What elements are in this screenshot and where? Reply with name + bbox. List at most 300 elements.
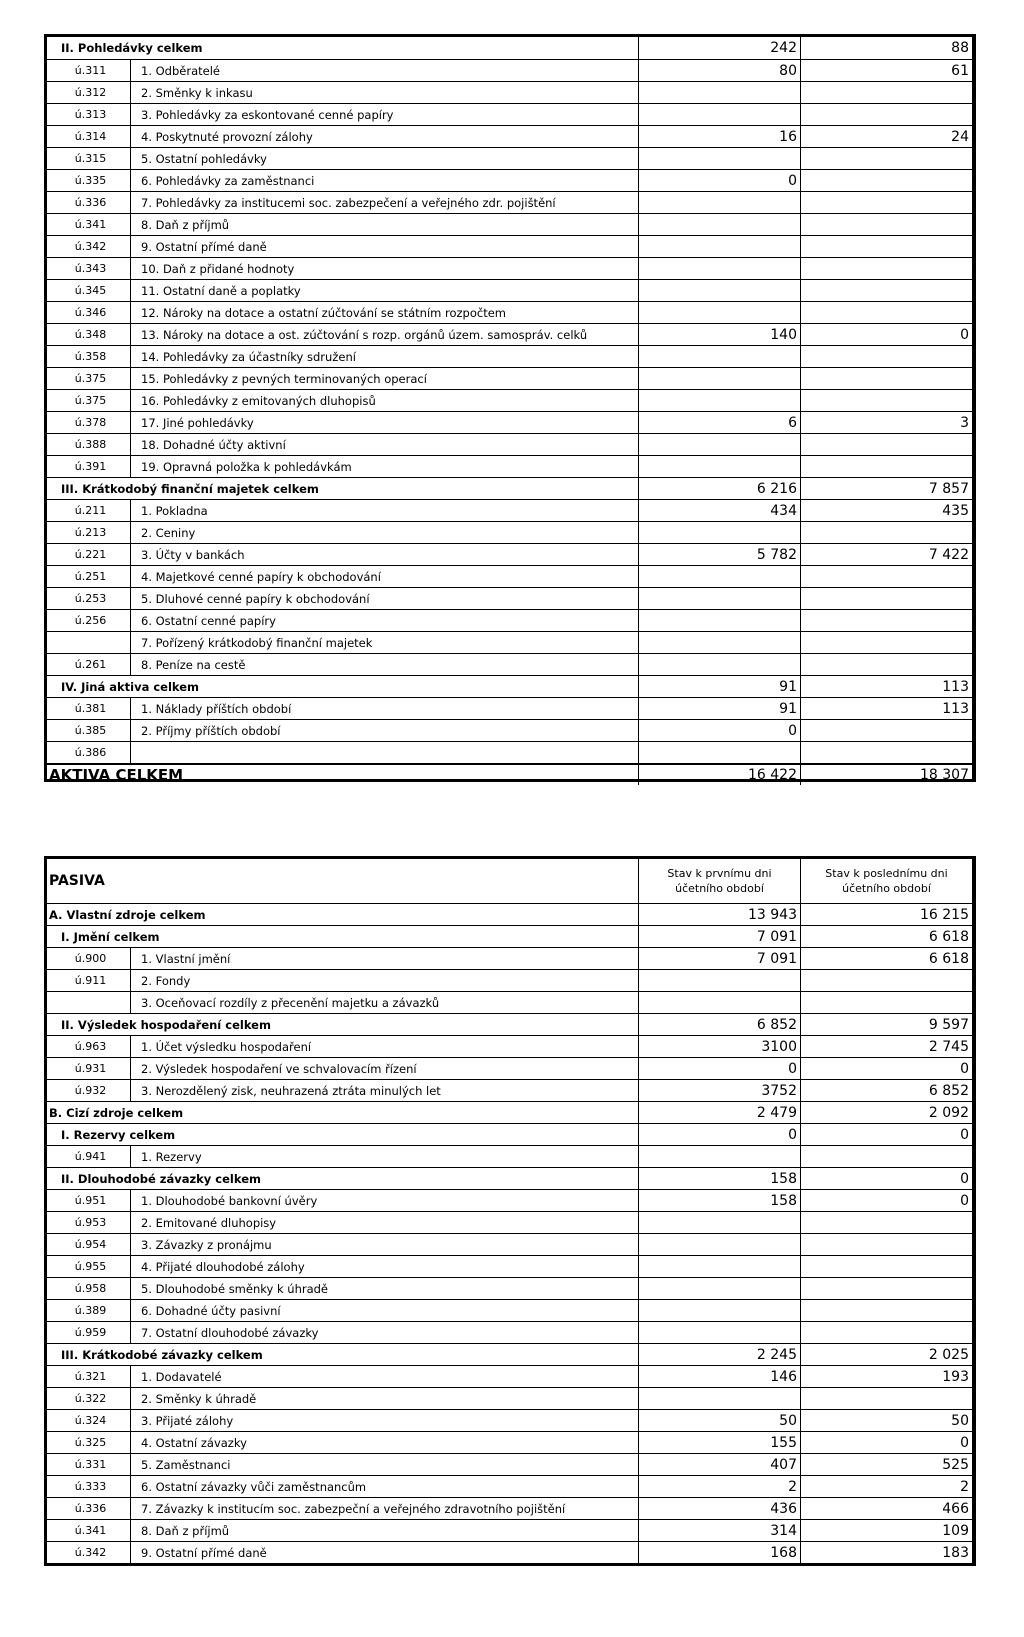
value-end [801,82,972,103]
value-start: 16 [639,126,801,147]
value-end: 0 [960,1170,969,1187]
value-end: 2 025 [928,1346,969,1363]
value-start: 434 [639,500,801,521]
table-row [47,521,972,543]
value-end [801,992,972,1013]
row-label: 9. Ostatní přímé daně [131,1542,639,1563]
value-end [801,610,972,631]
section-row [47,477,972,499]
value-end [801,1234,972,1255]
value-end [801,720,972,741]
value-end [801,588,972,609]
value-end [801,1278,972,1299]
value-end [801,148,972,169]
value-end [801,632,972,653]
row-label: 5. Ostatní pohledávky [131,148,639,169]
table-row [47,59,972,81]
value-end [801,1212,972,1233]
section-label: III. Krátkodobý finanční majetek celkem [47,478,639,499]
account-code: ú.951 [47,1190,131,1211]
row-label: 2. Výsledek hospodaření ve schvalovacím řízení [131,1058,639,1079]
value-end: 113 [942,700,969,717]
value-start: 436 [639,1498,801,1519]
value-start: 6 216 [639,478,801,499]
value-end: 7 422 [928,546,969,563]
row-label: 16. Pohledávky z emitovaných dluhopisů [131,390,639,411]
table-row [47,389,972,411]
row-label: 1. Pokladna [131,500,639,521]
table-row [47,631,972,653]
value-start: 3752 [639,1080,801,1101]
table-row [47,719,972,741]
value-start: 16 422 [639,765,801,785]
account-code: ú.385 [47,720,131,741]
value-end: 16 215 [920,906,969,923]
table-row [47,1497,972,1519]
value-start [639,566,801,587]
table-row [47,1057,972,1079]
value-start [639,192,801,213]
table-row [47,323,972,345]
table-row [47,1475,972,1497]
row-label: 3. Závazky z pronájmu [131,1234,639,1255]
table-row [47,1145,972,1167]
table-row [47,367,972,389]
row-label: 8. Peníze na cestě [131,654,639,675]
value-start [639,236,801,257]
section-label: B. Cizí zdroje celkem [47,1102,639,1123]
table-row [47,1453,972,1475]
value-start [639,970,801,991]
table-row [47,1255,972,1277]
account-code: ú.325 [47,1432,131,1453]
value-end: 2 745 [928,1038,969,1055]
row-label: 15. Pohledávky z pevných terminovaných operací [131,368,639,389]
value-end: 50 [951,1412,969,1429]
table-row [47,697,972,719]
account-code: ú.256 [47,610,131,631]
account-code: ú.342 [47,1542,131,1563]
table-row [47,103,972,125]
account-code: ú.931 [47,1058,131,1079]
value-end [801,1300,972,1321]
table-row [47,1189,972,1211]
row-label: 4. Majetkové cenné papíry k obchodování [131,566,639,587]
value-start [639,632,801,653]
value-start [639,280,801,301]
table-row [47,947,972,969]
value-start: 0 [639,1124,801,1145]
row-label [131,742,639,763]
value-end [801,970,972,991]
account-code: ú.335 [47,170,131,191]
account-code: ú.389 [47,1300,131,1321]
account-code [47,632,131,653]
value-start [639,1234,801,1255]
table-row [47,455,972,477]
value-end: 2 092 [928,1104,969,1121]
table-row [47,1541,972,1563]
section-label: I. Rezervy celkem [47,1124,639,1145]
value-start: 2 245 [639,1344,801,1365]
account-code: ú.322 [47,1388,131,1409]
value-end: 6 618 [928,928,969,945]
value-start: 5 782 [639,544,801,565]
value-start [639,390,801,411]
row-label: 14. Pohledávky za účastníky sdružení [131,346,639,367]
account-code: ú.386 [47,742,131,763]
account-code: ú.336 [47,1498,131,1519]
table-row [47,1299,972,1321]
table-row [47,1431,972,1453]
column-header-end: Stav k poslednímu dni účetního období [825,867,948,895]
table-row [47,279,972,301]
account-code: ú.959 [47,1322,131,1343]
table-row [47,1519,972,1541]
value-start: 242 [639,37,801,59]
account-code: ú.954 [47,1234,131,1255]
account-code: ú.342 [47,236,131,257]
table-row [47,125,972,147]
value-end: 6 852 [928,1082,969,1099]
row-label: 1. Náklady příštích období [131,698,639,719]
row-label: 7. Závazky k institucím soc. zabezpeční a veřejného zdravotního pojištění [131,1498,639,1519]
account-code: ú.345 [47,280,131,301]
value-start: 2 479 [639,1102,801,1123]
table-row [47,81,972,103]
value-end [801,236,972,257]
value-start [639,588,801,609]
value-start: 140 [639,324,801,345]
value-start: 2 [639,1476,801,1497]
section-label: A. Vlastní zdroje celkem [47,904,639,925]
row-label: 13. Nároky na dotace a ost. zúčtování s rozp. orgánů územ. samospráv. celků [131,324,639,345]
value-start [639,1388,801,1409]
row-label: 2. Příjmy příštích období [131,720,639,741]
account-code: ú.963 [47,1036,131,1057]
value-end [801,346,972,367]
value-start [639,148,801,169]
value-end [801,368,972,389]
value-end [801,258,972,279]
value-start [639,1300,801,1321]
value-start: 407 [639,1454,801,1475]
value-end [801,456,972,477]
value-end: 525 [942,1456,969,1473]
section-label: III. Krátkodobé závazky celkem [47,1344,639,1365]
table-row [47,345,972,367]
table-row [47,1387,972,1409]
table-row [47,147,972,169]
value-start: 13 943 [639,904,801,925]
table-row [47,257,972,279]
value-start [639,1256,801,1277]
value-start [639,104,801,125]
row-label: 11. Ostatní daně a poplatky [131,280,639,301]
row-label: 18. Dohadné účty aktivní [131,434,639,455]
value-start: 50 [639,1410,801,1431]
account-code: ú.221 [47,544,131,565]
value-start: 6 852 [639,1014,801,1035]
row-label: 9. Ostatní přímé daně [131,236,639,257]
row-label: 3. Účty v bankách [131,544,639,565]
value-start: 0 [639,170,801,191]
value-end: 0 [960,1126,969,1143]
value-end: 18 307 [920,767,969,783]
value-end [801,280,972,301]
value-end: 466 [942,1500,969,1517]
table-row [47,1035,972,1057]
account-code: ú.336 [47,192,131,213]
table-row [47,191,972,213]
account-code: ú.375 [47,368,131,389]
row-label: 5. Dlouhodobé směnky k úhradě [131,1278,639,1299]
value-end: 6 618 [928,950,969,967]
value-start [639,456,801,477]
value-end: 113 [942,678,969,695]
account-code: ú.315 [47,148,131,169]
value-start [639,368,801,389]
value-start: 0 [639,1058,801,1079]
row-label: 10. Daň z přidané hodnoty [131,258,639,279]
account-code: ú.211 [47,500,131,521]
value-end: 109 [942,1522,969,1539]
value-start [639,346,801,367]
table-row [47,1079,972,1101]
account-code: ú.346 [47,302,131,323]
row-label: 2. Fondy [131,970,639,991]
row-label: 5. Dluhové cenné papíry k obchodování [131,588,639,609]
section-label: II. Výsledek hospodaření celkem [47,1014,639,1035]
account-code: ú.932 [47,1080,131,1101]
account-code: ú.348 [47,324,131,345]
value-end [801,742,972,763]
table-row [47,653,972,675]
section-row [47,925,972,947]
value-end: 0 [960,1434,969,1451]
table-row [47,969,972,991]
value-start [639,434,801,455]
value-end [801,1388,972,1409]
row-label: 3. Pohledávky za eskontované cenné papíry [131,104,639,125]
value-start [639,1212,801,1233]
value-start: 158 [639,1168,801,1189]
account-code: ú.388 [47,434,131,455]
row-label: 12. Nároky na dotace a ostatní zúčtování se státním rozpočtem [131,302,639,323]
account-code: ú.378 [47,412,131,433]
table-row [47,213,972,235]
row-label: 1. Dlouhodobé bankovní úvěry [131,1190,639,1211]
row-label: 3. Nerozdělený zisk, neuhrazená ztráta minulých let [131,1080,639,1101]
account-code: ú.381 [47,698,131,719]
row-label: 6. Dohadné účty pasivní [131,1300,639,1321]
row-label: 6. Pohledávky za zaměstnanci [131,170,639,191]
value-start: 0 [639,720,801,741]
value-end [801,654,972,675]
value-end: 24 [951,128,969,145]
account-code: ú.341 [47,1520,131,1541]
value-end: 9 597 [928,1016,969,1033]
pasiva-title: PASIVA [47,859,639,903]
value-end [801,434,972,455]
aktiva-table [44,34,976,782]
row-label: 2. Ceniny [131,522,639,543]
row-label: 7. Pořízený krátkodobý finanční majetek [131,632,639,653]
value-start: 7 091 [639,948,801,969]
section-row [47,1167,972,1189]
value-end [801,1256,972,1277]
account-code: ú.312 [47,82,131,103]
row-label: 5. Zaměstnanci [131,1454,639,1475]
total-row [47,763,972,785]
value-end: 0 [960,1060,969,1077]
row-label: 1. Dodavatelé [131,1366,639,1387]
value-end [801,104,972,125]
account-code [47,992,131,1013]
pasiva-table [44,856,976,1566]
row-label: 17. Jiné pohledávky [131,412,639,433]
row-label: 6. Ostatní závazky vůči zaměstnancům [131,1476,639,1497]
row-label: 1. Rezervy [131,1146,639,1167]
table-row [47,1321,972,1343]
table-row [47,741,972,763]
value-end [801,566,972,587]
row-label: 7. Ostatní dlouhodobé závazky [131,1322,639,1343]
section-row [47,1101,972,1123]
table-row [47,565,972,587]
account-code: ú.955 [47,1256,131,1277]
row-label: 3. Přijaté zálohy [131,1410,639,1431]
value-end [801,170,972,191]
account-code: ú.958 [47,1278,131,1299]
row-label: 3. Oceňovací rozdíly z přecenění majetku a závazků [131,992,639,1013]
row-label: 7. Pohledávky za institucemi soc. zabezpečení a veřejného zdr. pojištění [131,192,639,213]
account-code: ú.321 [47,1366,131,1387]
value-start [639,214,801,235]
row-label: 2. Směnky k inkasu [131,82,639,103]
row-label: 8. Daň z příjmů [131,214,639,235]
section-row [47,1013,972,1035]
section-label: I. Jmění celkem [47,926,639,947]
table-row [47,169,972,191]
account-code: ú.343 [47,258,131,279]
account-code: ú.331 [47,1454,131,1475]
value-start: 6 [639,412,801,433]
value-end [801,192,972,213]
row-label: 2. Směnky k úhradě [131,1388,639,1409]
value-end: 7 857 [928,480,969,497]
table-row [47,1277,972,1299]
row-label: 4. Přijaté dlouhodobé zálohy [131,1256,639,1277]
value-end: 0 [960,1192,969,1209]
table-row [47,499,972,521]
account-code: ú.375 [47,390,131,411]
table-row [47,411,972,433]
table-row [47,1233,972,1255]
row-label: 1. Vlastní jmění [131,948,639,969]
value-start [639,1146,801,1167]
value-start [639,654,801,675]
value-start: 155 [639,1432,801,1453]
column-header-start: Stav k prvnímu dni účetního období [639,859,801,903]
value-start [639,1322,801,1343]
table-row [47,1365,972,1387]
row-label: 19. Opravná položka k pohledávkám [131,456,639,477]
section-row [47,1343,972,1365]
section-label: IV. Jiná aktiva celkem [47,676,639,697]
account-code: ú.324 [47,1410,131,1431]
value-end: 193 [942,1368,969,1385]
account-code: ú.358 [47,346,131,367]
value-start [639,522,801,543]
pasiva-header-row [47,859,972,903]
value-start: 80 [639,60,801,81]
account-code: ú.900 [47,948,131,969]
account-code: ú.213 [47,522,131,543]
value-end: 435 [942,502,969,519]
section-label: II. Pohledávky celkem [47,37,639,59]
value-end [801,302,972,323]
value-start [639,610,801,631]
value-start: 3100 [639,1036,801,1057]
total-label: AKTIVA CELKEM [47,765,639,785]
row-label: 8. Daň z příjmů [131,1520,639,1541]
value-end [801,390,972,411]
account-code: ú.261 [47,654,131,675]
section-row [47,675,972,697]
value-start: 7 091 [639,926,801,947]
account-code: ú.311 [47,60,131,81]
value-start: 158 [639,1190,801,1211]
table-row [47,991,972,1013]
row-label: 1. Účet výsledku hospodaření [131,1036,639,1057]
value-start [639,992,801,1013]
account-code: ú.341 [47,214,131,235]
value-end [801,214,972,235]
row-label: 1. Odběratelé [131,60,639,81]
value-end [801,1322,972,1343]
value-end: 61 [951,62,969,79]
section-row [47,903,972,925]
value-start: 146 [639,1366,801,1387]
row-label: 4. Ostatní závazky [131,1432,639,1453]
value-start [639,82,801,103]
value-end [801,1146,972,1167]
account-code: ú.391 [47,456,131,477]
value-start [639,258,801,279]
value-start: 91 [639,698,801,719]
row-label: 6. Ostatní cenné papíry [131,610,639,631]
value-start: 168 [639,1542,801,1563]
section-label: II. Dlouhodobé závazky celkem [47,1168,639,1189]
account-code: ú.941 [47,1146,131,1167]
value-start: 314 [639,1520,801,1541]
value-start: 91 [639,676,801,697]
table-row [47,587,972,609]
table-row [47,301,972,323]
account-code: ú.953 [47,1212,131,1233]
section-row [47,1123,972,1145]
value-end: 88 [951,40,969,56]
table-row [47,433,972,455]
account-code: ú.313 [47,104,131,125]
row-label: 4. Poskytnuté provozní zálohy [131,126,639,147]
value-end: 2 [960,1478,969,1495]
value-start [639,1278,801,1299]
value-end: 3 [960,414,969,431]
account-code: ú.333 [47,1476,131,1497]
table-row [47,235,972,257]
